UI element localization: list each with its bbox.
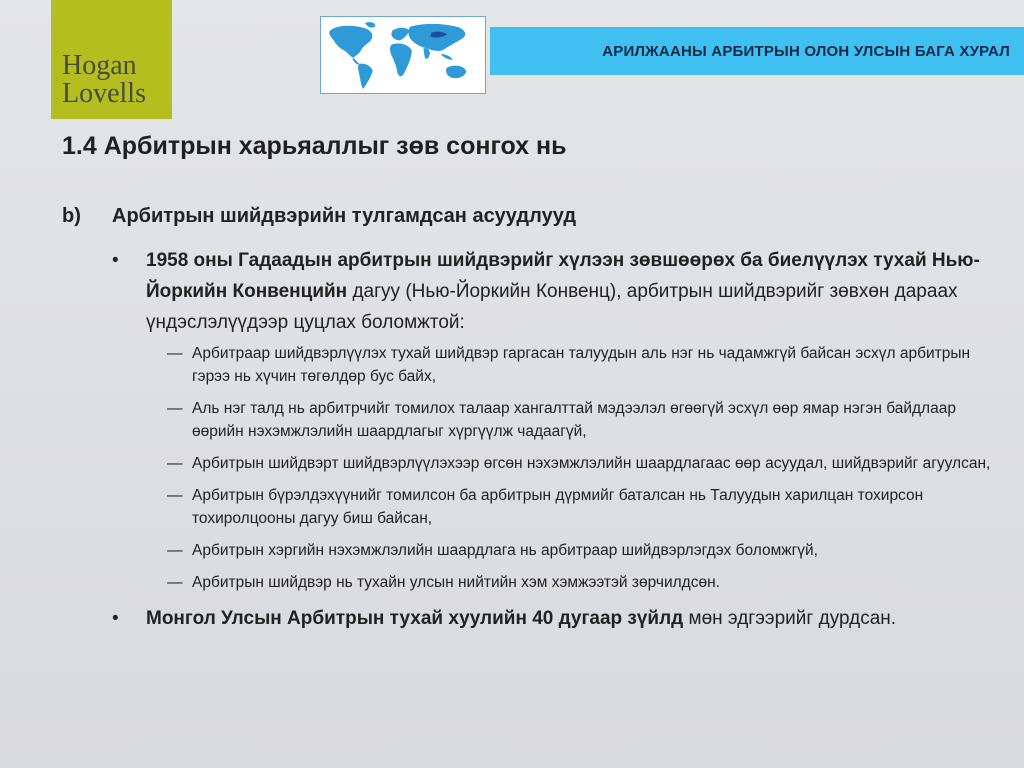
slide-title: 1.4 Арбитрын харьяаллыг зөв сонгох нь — [62, 132, 567, 160]
hogan-lovells-logo — [51, 0, 172, 119]
list-item-text: Арбитрын хэргийн нэхэмжлэлийн шаардлага нь арбитраар шийдвэрлэгдэх боломжгүй, — [192, 542, 818, 559]
world-map-image — [320, 16, 486, 94]
dash-marker: — — [167, 487, 183, 504]
list-item-text: Арбитрын шийдвэр нь тухайн улсын нийтийн хэм хэмжээтэй зөрчилдсөн. — [192, 574, 720, 591]
list-item-text: Арбитрын бүрэлдэхүүнийг томилсон ба арбитрын дүрмийг баталсан нь Талуудын харилцан тохирсон тохиролцооны дагуу биш байсан, — [192, 487, 924, 527]
list-item-text: Арбитрын шийдвэрт шийдвэрлүүлэхээр өгсөн нэхэмжлэлийн шаардлагаас өөр асуудал, шийдвэрийг агуулсан, — [192, 455, 991, 472]
list-item — [112, 484, 992, 530]
conference-banner — [490, 27, 1024, 75]
list-item — [112, 571, 992, 594]
dash-marker: — — [167, 345, 183, 362]
slide-content — [112, 245, 992, 634]
bullet-marker: • — [112, 608, 119, 629]
list-item-text: Аль нэг талд нь арбитрчийг томилох талаар хангалттай мэдээлэл өгөөгүй эсхүл өөр ямар нэгэн байдлаар өөрийн нэхэмжлэлийн шаардлагыг хүргүүлж чадаагүй, — [192, 400, 956, 440]
list-item — [112, 397, 992, 443]
section-marker: b) — [62, 205, 81, 227]
section-heading — [62, 205, 576, 228]
section-title: Арбитрын шийдвэрийн тулгамдсан асуудлууд — [112, 205, 577, 227]
list-item — [112, 539, 992, 562]
world-map-icon — [321, 17, 485, 93]
dash-marker: — — [167, 574, 183, 591]
list-item — [112, 342, 992, 388]
dash-marker: — — [167, 455, 183, 472]
list-item-text: Арбитраар шийдвэрлүүлэх тухай шийдвэр гаргасан талуудын аль нэг нь чадамжгүй байсан эсхүл арбитрын гэрээ нь хүчин төгөлдөр бус байх, — [192, 345, 971, 385]
bullet-marker: • — [112, 250, 119, 271]
bullet-new-york-convention — [112, 245, 992, 338]
grounds-list — [112, 342, 992, 594]
bullet-1-bold: 1958 оны Гадаадын арбитрын шийдвэрийг хүлээн зөвшөөрөх ба биелүүлэх тухай Нью-Йоркийн Конвенцийн — [146, 250, 980, 302]
logo-line-1: Hogan — [62, 50, 137, 81]
banner-text: АРИЛЖААНЫ АРБИТРЫН ОЛОН УЛСЫН БАГА ХУРАЛ — [602, 42, 1010, 60]
bullet-mongolian-law — [112, 603, 992, 634]
dash-marker: — — [167, 400, 183, 417]
bullet-2-rest: мөн эдгээрийг дурдсан. — [683, 608, 897, 629]
dash-marker: — — [167, 542, 183, 559]
list-item — [112, 452, 992, 475]
logo-line-2: Lovells — [62, 78, 146, 109]
bullet-1-rest: дагуу (Нью-Йоркийн Конвенц), арбитрын шийдвэрийг зөвхөн дараах үндэслэлүүдээр цуцлах боломжтой: — [146, 281, 958, 333]
bullet-2-bold: Монгол Улсын Арбитрын тухай хуулийн 40 дугаар зүйлд — [146, 608, 684, 629]
